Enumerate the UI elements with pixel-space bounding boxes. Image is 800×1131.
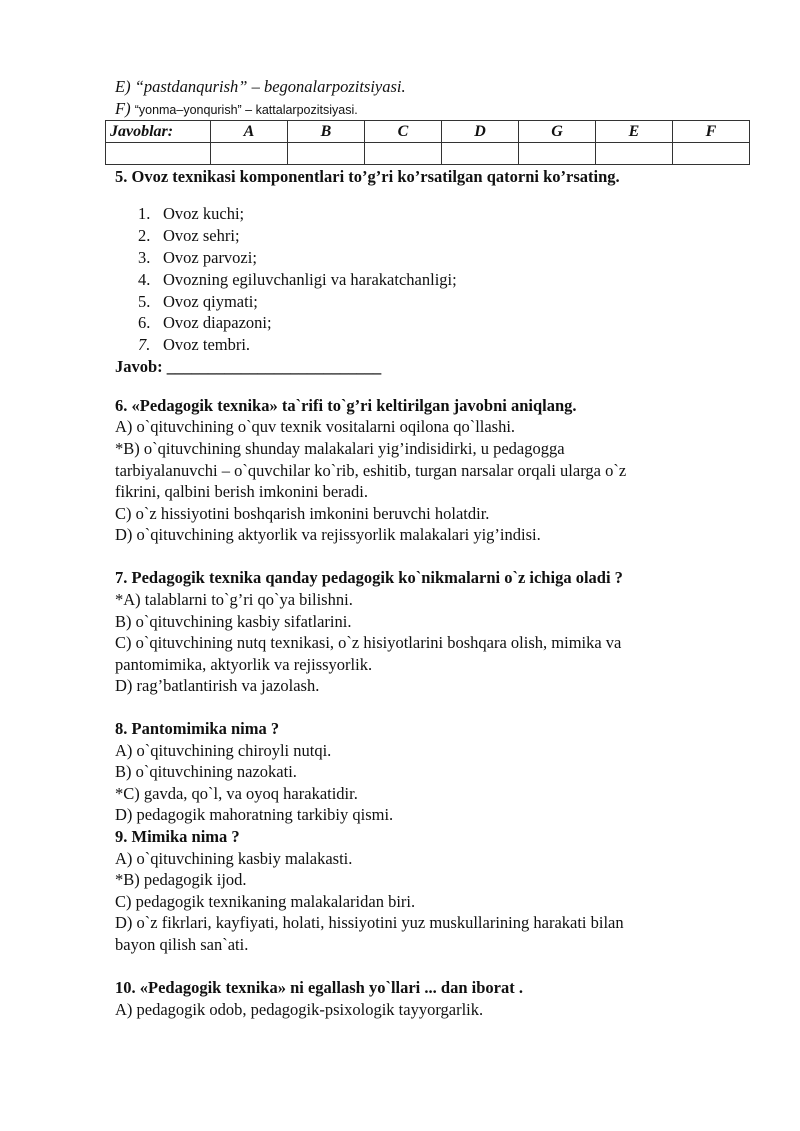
q5-list-item: 7. Ovoz tembri.: [138, 335, 251, 354]
q8-title: 8. Pantomimika nima ?: [115, 719, 280, 738]
answer-cell-d[interactable]: [442, 143, 519, 165]
item-f-text: “yonma–yonqurish” – kattalarpozitsiyasi.: [134, 103, 358, 117]
item-e-text: “pastdanqurish” – begonalarpozitsiyasi.: [134, 77, 406, 96]
answer-cell-g[interactable]: [519, 143, 596, 165]
answer-cell-a[interactable]: [211, 143, 288, 165]
q7-option: *A) talablarni to`g’ri qo`ya bilishni.: [115, 590, 353, 609]
answers-label: Javoblar:: [106, 121, 211, 143]
q9-option: bayon qilish san`ati.: [115, 935, 249, 954]
q6-option: tarbiyalanuvchi – o`quvchilar ko`rib, eshitib, turgan narsalar orqali ularga o`z: [115, 461, 627, 480]
q5-list-item: 3. Ovoz parvozi;: [138, 248, 257, 267]
answers-col-a: A: [211, 121, 288, 143]
q10-option: A) pedagogik odob, pedagogik-psixologik tayyorgarlik.: [115, 1000, 484, 1019]
answers-input-row: [106, 143, 750, 165]
q9-option: C) pedagogik texnikaning malakalaridan biri.: [115, 892, 416, 911]
q8-option: A) o`qituvchining chiroyli nutqi.: [115, 741, 332, 760]
q6-option: C) o`z hissiyotini boshqarish imkonini beruvchi holatdir.: [115, 504, 490, 523]
q7-title: 7. Pedagogik texnika qanday pedagogik ko`nikmalarni o`z ichiga oladi ?: [115, 568, 623, 587]
q9-option: A) o`qituvchining kasbiy malakasti.: [115, 849, 353, 868]
q9-option: *B) pedagogik ijod.: [115, 870, 247, 889]
q5-answer-line[interactable]: Javob: __________________________: [115, 357, 382, 376]
q8-option: D) pedagogik mahoratning tarkibiy qismi.: [115, 805, 394, 824]
q9-title: 9. Mimika nima ?: [115, 827, 240, 846]
answer-cell-b[interactable]: [288, 143, 365, 165]
q7-option: D) rag’batlantirish va jazolash.: [115, 676, 320, 695]
q10-title: 10. «Pedagogik texnika» ni egallash yo`llari ... dan iborat .: [115, 978, 523, 997]
q8-option: B) o`qituvchining nazokati.: [115, 762, 297, 781]
q7-option: C) o`qituvchining nutq texnikasi, o`z hisiyotlarini boshqara olish, mimika va: [115, 633, 622, 652]
answers-table: [105, 120, 750, 165]
q8-option: *C) gavda, qo`l, va oyoq harakatidir.: [115, 784, 358, 803]
q7-option: pantomimika, aktyorlik va rejissyorlik.: [115, 655, 373, 674]
answers-header-row: [106, 121, 750, 143]
q5-title: 5. Ovoz texnikasi komponentlari to’g’ri ko’rsatilgan qatorni ko’rsating.: [115, 167, 620, 186]
q5-list-item: 2. Ovoz sehri;: [138, 226, 240, 245]
q5-list-item: 1. Ovoz kuchi;: [138, 204, 245, 223]
answers-col-b: B: [288, 121, 365, 143]
item-f-prefix: F): [115, 99, 131, 118]
answers-col-d: D: [442, 121, 519, 143]
q5-list-item: 6. Ovoz diapazoni;: [138, 313, 272, 332]
answers-col-g: G: [519, 121, 596, 143]
item-e-prefix: E): [115, 77, 131, 96]
q6-option: *B) o`qituvchining shunday malakalari yig’indisidirki, u pedagogga: [115, 439, 565, 458]
answer-cell-f[interactable]: [673, 143, 750, 165]
answer-cell-c[interactable]: [365, 143, 442, 165]
answers-col-e: E: [596, 121, 673, 143]
item-f: [115, 99, 358, 120]
q6-option: fikrini, qalbini berish imkonini beradi.: [115, 482, 368, 501]
q6-option: D) o`qituvchining aktyorlik va rejissyorlik malakalari yig’indisi.: [115, 525, 541, 544]
q6-title: 6. «Pedagogik texnika» ta`rifi to`g’ri keltirilgan javobni aniqlang.: [115, 396, 577, 415]
q7-option: B) o`qituvchining kasbiy sifatlarini.: [115, 612, 352, 631]
q6-option: A) o`qituvchining o`quv texnik vositalarni oqilona qo`llashi.: [115, 417, 516, 436]
answers-blank-label: [106, 143, 211, 165]
q5-list-item: 4. Ovozning egiluvchanligi va harakatchanligi;: [138, 270, 457, 289]
q9-option: D) o`z fikrlari, kayfiyati, holati, hissiyotini yuz muskullarining harakati bilan: [115, 913, 624, 932]
item-e: [115, 77, 406, 97]
answers-col-f: F: [673, 121, 750, 143]
answers-col-c: C: [365, 121, 442, 143]
answer-cell-e[interactable]: [596, 143, 673, 165]
q5-list-item: 5. Ovoz qiymati;: [138, 292, 258, 311]
